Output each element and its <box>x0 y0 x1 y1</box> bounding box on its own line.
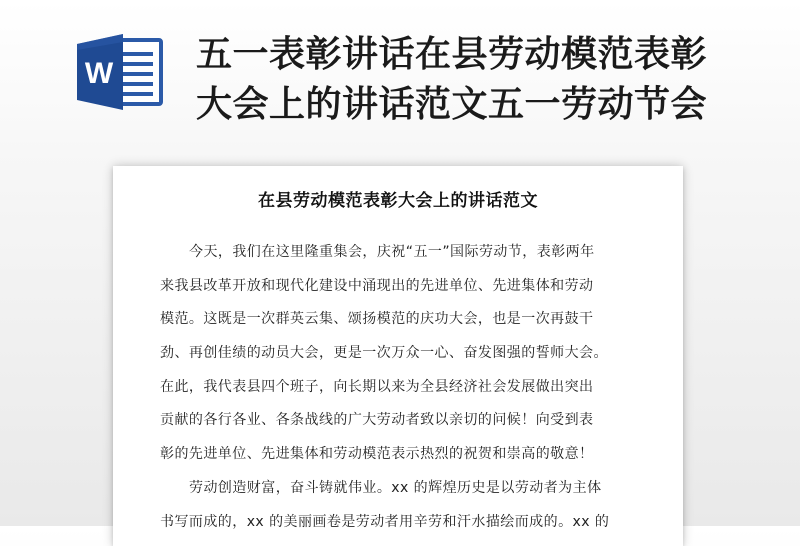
document-page <box>113 166 683 546</box>
document-line: 模范。这既是一次群英云集、颂扬模范的庆功大会，也是一次再鼓干 <box>160 311 594 328</box>
banner-title-line-1: 五一表彰讲话在县劳动模范表彰 <box>196 34 708 75</box>
document-title: 在县劳动模范表彰大会上的讲话范文 <box>258 191 538 211</box>
document-body <box>160 236 642 539</box>
banner-title-line-2: 大会上的讲话范文五一劳动节会 <box>196 84 708 125</box>
document-line: 劳动创造财富，奋斗铸就伟业。xx 的辉煌历史是以劳动者为主体 <box>189 479 602 496</box>
document-line: 书写而成的，xx 的美丽画卷是劳动者用辛劳和汗水描绘而成的。xx 的 <box>160 513 610 530</box>
document-line: 劲、再创佳绩的动员大会，更是一次万众一心、奋发图强的誓师大会。 <box>160 345 608 362</box>
word-document-icon <box>77 34 163 110</box>
document-line: 贡献的各行各业、各条战线的广大劳动者致以亲切的问候！向受到表 <box>160 412 594 429</box>
document-line: 在此，我代表县四个班子，向长期以来为全县经济社会发展做出突出 <box>160 378 594 395</box>
banner-title <box>196 30 796 130</box>
document-line: 来我县改革开放和现代化建设中涌现出的先进单位、先进集体和劳动 <box>160 277 594 294</box>
document-line: 彰的先进单位、先进集体和劳动模范表示热烈的祝贺和崇高的敬意！ <box>160 446 594 463</box>
document-line: 今天，我们在这里隆重集会，庆祝“五一”国际劳动节，表彰两年 <box>189 244 595 260</box>
word-icon-letter: W <box>84 57 114 90</box>
